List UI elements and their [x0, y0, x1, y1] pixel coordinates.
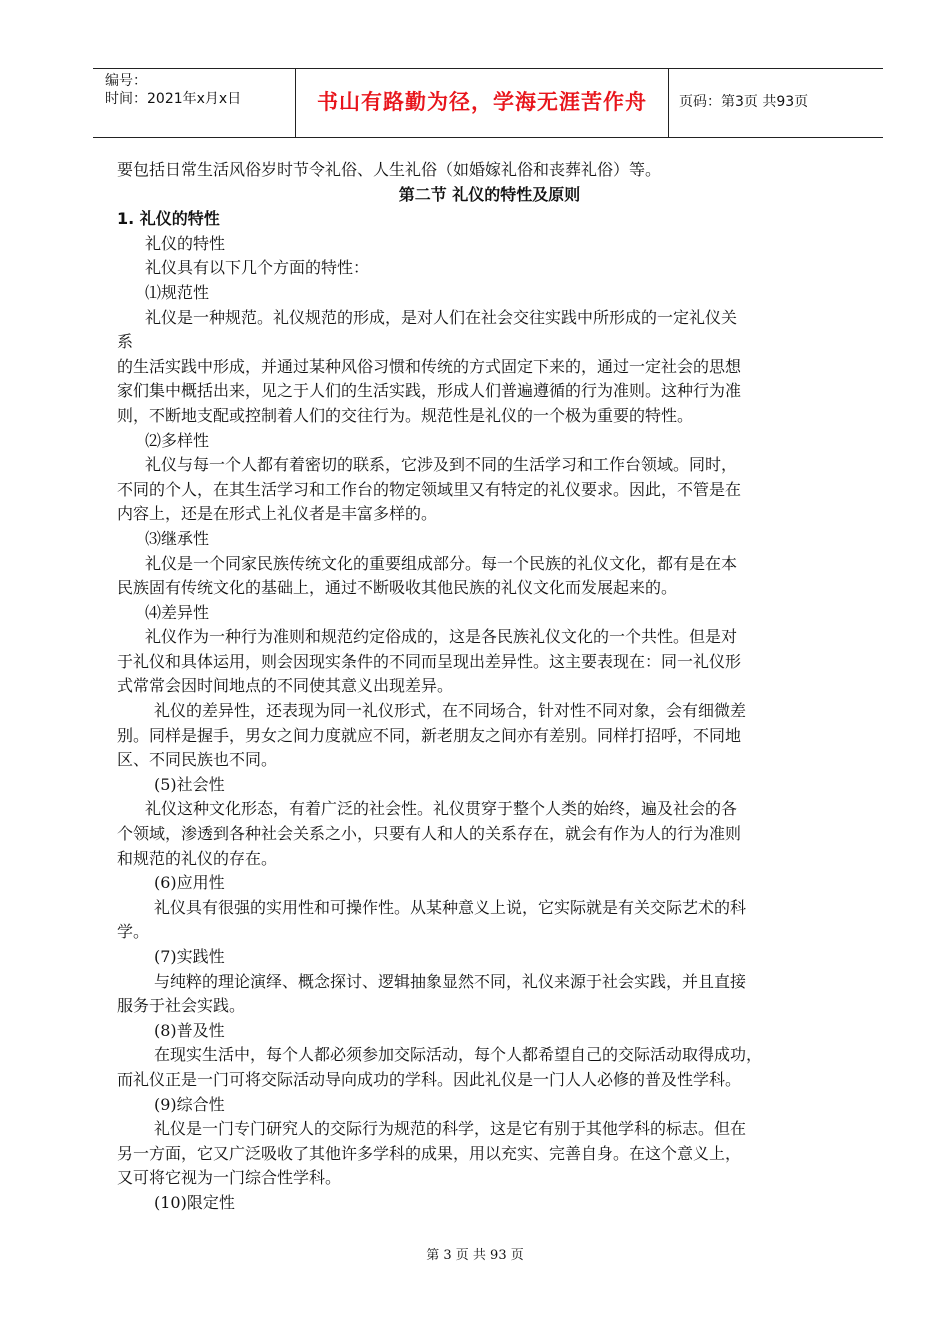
page-header: [93, 68, 883, 138]
document-time-label: 时间：2021年x月x日: [105, 91, 242, 107]
item-heading: (8)普及性: [154, 1020, 225, 1040]
paragraph-line: 民族固有传统文化的基础上，通过不断吸收其他民族的礼仪文化而发展起来的。: [117, 578, 678, 598]
header-page-cell: [669, 69, 883, 137]
paragraph-line: 礼仪的特性: [145, 233, 226, 253]
paragraph-line: 而礼仪正是一门可将交际活动导向成功的学科。因此礼仪是一门人人必修的普及性学科。: [117, 1069, 742, 1089]
paragraph-line: 礼仪的差异性，还表现为同一礼仪形式，在不同场合，针对性不同对象，会有细微差: [154, 701, 747, 721]
sub-heading: 1. 礼仪的特性: [117, 209, 220, 229]
page-footer: 第 3 页 共 93 页: [426, 1248, 524, 1263]
item-heading: (6)应用性: [154, 873, 225, 893]
paragraph-line: 礼仪是一个同家民族传统文化的重要组成部分。每一个民族的礼仪文化，都有是在本: [145, 553, 738, 573]
item-heading: (9)综合性: [154, 1094, 225, 1114]
paragraph-line: 在现实生活中，每个人都必须参加交际活动，每个人都希望自己的交际活动取得成功，: [154, 1045, 763, 1065]
document-body: [117, 158, 862, 1216]
header-meta-cell: [93, 69, 296, 137]
paragraph-line: 礼仪是一门专门研究人的交际行为规范的科学，这是它有别于其他学科的标志。但在: [154, 1119, 747, 1139]
paragraph-line: 礼仪这种文化形态，有着广泛的社会性。礼仪贯穿于整个人类的始终，遍及社会的各: [145, 799, 738, 819]
paragraph-line: 区、不同民族也不同。: [117, 750, 278, 770]
item-heading: ⑴规范性: [145, 282, 210, 302]
paragraph-line: 礼仪具有以下几个方面的特性：: [145, 258, 370, 278]
paragraph-line: 家们集中概括出来，见之于人们的生活实践，形成人们普遍遵循的行为准则。这种行为准: [117, 381, 742, 401]
paragraph-line: 礼仪作为一种行为准则和规范约定俗成的，这是各民族礼仪文化的一个共性。但是对: [145, 627, 738, 647]
item-heading: ⑷差异性: [145, 602, 210, 622]
header-page-info: 页码：第3页 共93页: [679, 94, 809, 110]
paragraph-line: 与纯粹的理论演绎、概念探讨、逻辑抽象显然不同，礼仪来源于社会实践，并且直接: [154, 971, 747, 991]
item-heading: (7)实践性: [154, 947, 225, 966]
intro-line: 要包括日常生活风俗岁时节令礼俗、人生礼俗（如婚嫁礼俗和丧葬礼俗）等。: [117, 160, 662, 179]
paragraph-line: 的生活实践中形成，并通过某种风俗习惯和传统的方式固定下来的，通过一定社会的思想: [117, 356, 742, 376]
paragraph-line: 又可将它视为一门综合性学科。: [117, 1168, 342, 1188]
document-number-label: 编号：: [105, 73, 147, 89]
paragraph-line: 别。同样是握手，男女之间力度就应不同，新老朋友之间亦有差别。同样打招呼，不同地: [117, 725, 742, 745]
paragraph-line: 系: [117, 332, 134, 352]
item-heading: (10)限定性: [154, 1192, 235, 1212]
paragraph-line: 内容上，还是在形式上礼仪者是丰富多样的。: [117, 504, 438, 524]
paragraph-line: 个领域，渗透到各种社会关系之小，只要有人和人的关系存在，就会有作为人的行为准则: [117, 824, 742, 844]
paragraph-line: 于礼仪和具体运用，则会因现实条件的不同而呈现出差异性。这主要表现在：同一礼仪形: [117, 651, 742, 671]
header-motto-cell: [296, 69, 669, 137]
paragraph-line: 礼仪与每一个人都有着密切的联系，它涉及到不同的生活学习和工作台领域。同时，: [145, 455, 738, 475]
paragraph-line: 不同的个人，在其生活学习和工作台的物定领域里又有特定的礼仪要求。因此，不管是在: [117, 479, 742, 499]
paragraph-line: 式常常会因时间地点的不同使其意义出现差异。: [117, 676, 454, 696]
paragraph-line: 服务于社会实践。: [117, 996, 246, 1016]
paragraph-line: 礼仪是一种规范。礼仪规范的形成，是对人们在社会交往实践中所形成的一定礼仪关: [145, 307, 738, 327]
paragraph-line: 和规范的礼仪的存在。: [117, 848, 278, 868]
item-heading: ⑵多样性: [145, 430, 210, 450]
header-motto: 书山有路勤为径，学海无涯苦作舟: [317, 90, 647, 114]
item-heading: (5)社会性: [154, 774, 225, 794]
section-heading: 第二节 礼仪的特性及原则: [398, 184, 581, 204]
paragraph-line: 则，不断地支配或控制着人们的交往行为。规范性是礼仪的一个极为重要的特性。: [117, 405, 694, 425]
item-heading: ⑶继承性: [145, 528, 210, 548]
paragraph-line: 另一方面，它又广泛吸收了其他许多学科的成果，用以充实、完善自身。在这个意义上，: [117, 1143, 742, 1163]
paragraph-line: 礼仪具有很强的实用性和可操作性。从某种意义上说，它实际就是有关交际艺术的科: [154, 897, 747, 917]
paragraph-line: 学。: [117, 922, 150, 942]
